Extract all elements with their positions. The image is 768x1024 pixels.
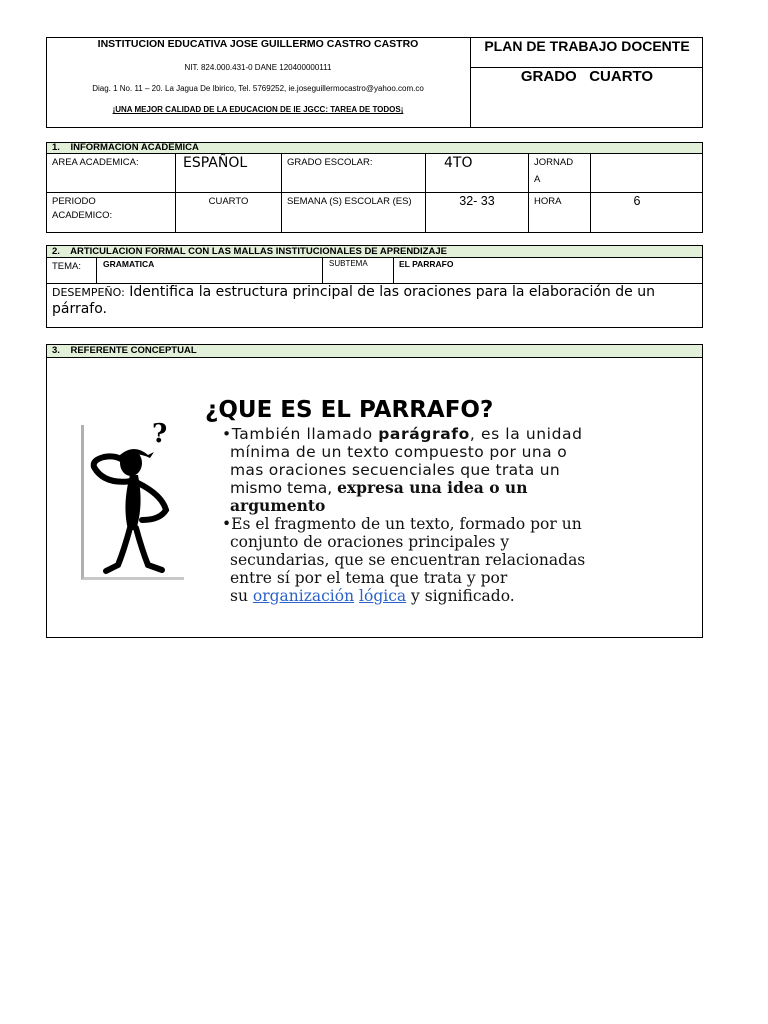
institution-name: INSTITUCION EDUCATIVA JOSE GUILLERMO CASTRO CASTRO — [97, 38, 419, 50]
slide-title: ¿QUE ES EL PARRAFO? — [205, 397, 494, 423]
periodo-label-1: PERIODO — [52, 196, 96, 207]
thinking-figure-panel — [81, 419, 184, 580]
desempeno-label: DESEMPEÑO: — [52, 286, 125, 299]
tema-label: TEMA: — [52, 261, 82, 272]
slide-bullet-2 — [222, 515, 662, 605]
desempeno-text: Identifica la estructura principal de las oraciones para la elaboración de un párrafo. — [52, 284, 655, 317]
section2-title: 2. ARTICULACION FORMAL CON LAS MALLAS INSTITUCIONALES DE APRENDIZAJE — [52, 246, 447, 257]
section1-title: 1. INFORMACION ACADEMICA — [52, 142, 199, 153]
b2-l3: secundarias, que se encuentran relacionadas — [230, 551, 586, 569]
area-label: AREA ACADEMICA: — [52, 157, 139, 168]
link-organizacion[interactable]: organización — [252, 587, 355, 605]
b2-l2: conjunto de oraciones principales y — [230, 533, 510, 551]
b1-l1-bold: parágrafo — [378, 425, 470, 443]
b1-l3: mas oraciones secuenciales que trata un — [230, 461, 561, 479]
grade-title: GRADO CUARTO — [520, 68, 654, 85]
semana-label: SEMANA (S) ESCOLAR (ES) — [287, 196, 412, 207]
institution-address: Diag. 1 No. 11 – 20. La Jagua De Ibirico, Tel. 5769252, ie.joseguillermocastro@yahoo.com.co — [92, 84, 424, 93]
jornada-label-1: JORNAD — [534, 157, 574, 168]
subtema-label: SUBTEMA — [329, 259, 368, 268]
section3-title: 3. REFERENTE CONCEPTUAL — [52, 345, 197, 356]
header-divider — [470, 37, 471, 128]
slide-bullet-1 — [222, 425, 662, 515]
b1-l4-bold: expresa una idea o un — [337, 478, 528, 497]
grado-value: 4TO — [444, 155, 473, 171]
slide-image — [78, 395, 673, 605]
hora-label: HORA — [534, 196, 562, 207]
b2-l5-a: su — [230, 587, 253, 605]
s2-vline-2 — [322, 257, 323, 283]
subtema-value: EL PARRAFO — [399, 259, 454, 269]
b1-l5-bold: argumento — [230, 496, 326, 515]
plan-title: PLAN DE TRABAJO DOCENTE — [484, 38, 690, 54]
s2-vline-1 — [96, 257, 97, 283]
institution-motto: ¡UNA MEJOR CALIDAD DE LA EDUCACION DE IE JGCC: TAREA DE TODOS¡ — [112, 105, 404, 114]
hora-value: 6 — [633, 194, 641, 208]
periodo-label-2: ACADEMICO: — [52, 210, 113, 221]
grado-label: GRADO ESCOLAR: — [287, 157, 373, 168]
thinking-figure-icon — [84, 425, 184, 577]
b2-l4: entre sí por el tema que trata y por — [230, 569, 508, 587]
tema-value: GRAMATICA — [103, 259, 155, 269]
b1-l2: mínima de un texto compuesto por una o — [230, 443, 568, 461]
area-value: ESPAÑOL — [183, 155, 248, 171]
periodo-value: CUARTO — [208, 196, 249, 207]
jornada-label-2: A — [534, 174, 541, 185]
link-logica[interactable]: lógica — [359, 587, 407, 605]
b2-l1: •Es el fragmento de un texto, formado por un — [222, 515, 582, 533]
desempeno-block — [52, 284, 697, 318]
semana-value: 32- 33 — [459, 194, 495, 208]
b1-l4-a: mismo tema, — [230, 479, 338, 497]
b1-l1-a: •También llamado — [222, 425, 379, 443]
institution-nit: NIT. 824.000.431-0 DANE 120400000111 — [184, 63, 332, 72]
section3-header-bottom — [46, 357, 703, 358]
b1-l1-b: , es la unidad — [469, 425, 583, 443]
question-mark: ? — [152, 419, 168, 449]
b2-l5-b: y significado. — [406, 587, 515, 605]
